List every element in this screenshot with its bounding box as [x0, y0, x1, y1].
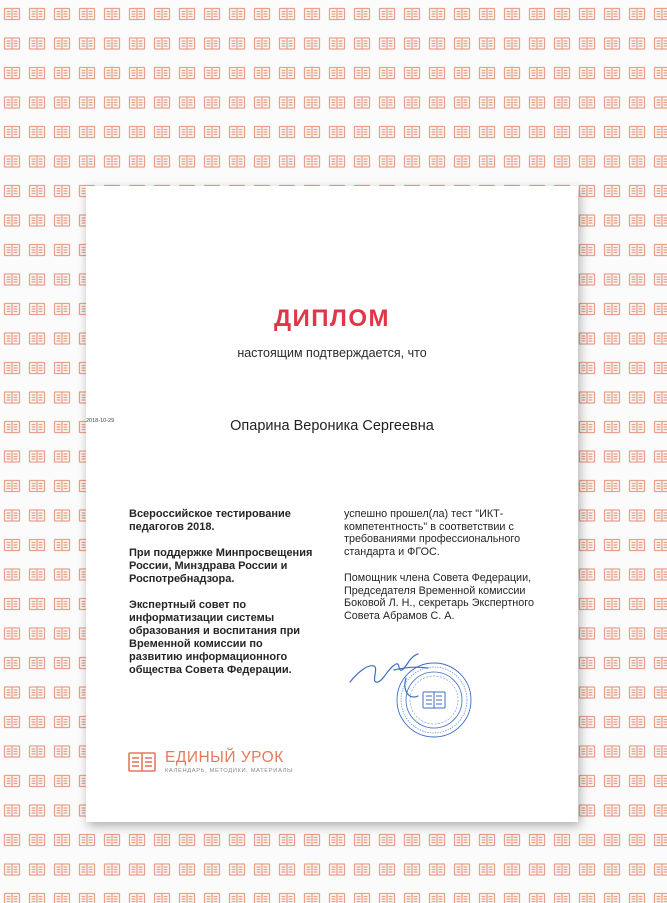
expert-council-text: Экспертный совет по информатизации системы образования и воспитания при Временной комиссии по развитию информационного общества Совета Федерации. — [129, 599, 301, 676]
organizers-column — [129, 508, 319, 690]
book-logo-icon — [128, 751, 156, 773]
support-text: При поддержке Минпросвещения России, Минздрава России и Роспотребнадзора. — [129, 547, 313, 585]
diploma-sheet — [86, 186, 578, 822]
logo-name: ЕДИНЫЙ УРОК — [165, 749, 284, 766]
diploma-subtitle: настоящим подтверждается, что — [237, 346, 427, 360]
diploma-title: ДИПЛОМ — [273, 305, 391, 332]
result-column — [344, 508, 549, 636]
result-text: успешно прошел(ла) тест "ИКТ-компетентность" в соответствии с требованиями профессионального стандарта и ФГОС. — [344, 508, 521, 558]
signature-and-seal — [344, 648, 474, 743]
print-date: 2018-10-29 — [86, 418, 115, 424]
round-seal-stamp — [397, 663, 471, 737]
yediny-urok-logo — [128, 748, 368, 778]
testing-event-text: Всероссийское тестирование педагогов 2018. — [129, 508, 291, 533]
handwritten-signature — [350, 654, 428, 697]
recipient-name: Опарина Вероника Сергеевна — [230, 418, 434, 434]
logo-tagline: КАЛЕНДАРЬ, МЕТОДИКИ, МАТЕРИАЛЫ — [165, 768, 293, 774]
signatory-text: Помощник члена Совета Федерации, Председателя Временной комиссии Боковой Л. Н., секретарь Экспертного Совета Абрамов С. А. — [344, 572, 534, 622]
